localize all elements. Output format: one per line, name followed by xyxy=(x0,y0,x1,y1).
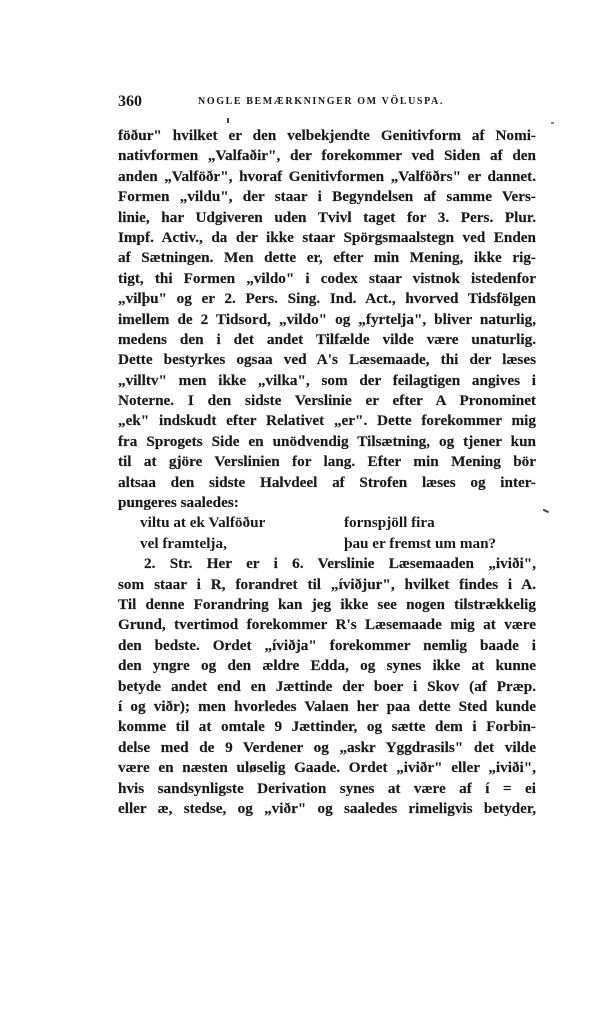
text-line: Noterne. I den sidste Verslinie er efter A Pronominet xyxy=(118,392,536,410)
verse-right: þau er fremst um man? xyxy=(344,534,497,552)
text-line: komme til at omtale 9 Jættinder, og sætte dem i Forbin- xyxy=(118,718,536,736)
text-line: være en næsten uløselig Gaade. Ordet „iviðr" eller „iviði", xyxy=(118,759,536,777)
body-text xyxy=(118,126,536,819)
text-line: tigt, thi Formen „vildo" i codex staar vistnok istedenfor xyxy=(118,269,536,287)
text-line: eller æ, stedse, og „viðr" og saaledes rimeligvis betyder, xyxy=(118,799,536,817)
text-line: af Sætningen. Men dette er, efter min Mening, ikke rig- xyxy=(118,249,536,267)
verse-left: viltu at ek Valföður xyxy=(140,514,266,532)
text-line: Til denne Forandring kan jeg ikke see nogen tilstrækkelig xyxy=(118,595,536,613)
verse-line xyxy=(118,513,536,533)
text-line: fra Sprogets Side en unödvendig Tilsætning, og tjener kun xyxy=(118,432,536,450)
verse-line xyxy=(118,534,536,554)
verse-left: vel framtelja, xyxy=(140,534,227,552)
text-line: 2. Str. Her er i 6. Verslinie Læsemaaden „iviði", xyxy=(144,555,536,573)
text-line: linie, har Udgiveren uden Tvivl taget for 3. Pers. Plur. xyxy=(118,208,536,226)
text-line: í og viðr); men hvorledes Valaen her paa dette Sted kunde xyxy=(118,697,536,715)
running-head: NOGLE BEMÆRKNINGER OM VÖLUSPA. xyxy=(198,96,444,107)
text-line: föður" hvilket er den velbekjendte Genitivform af Nomi- xyxy=(118,127,536,144)
text-line: delse med de 9 Verdener og „askr Yggdrasils" det vilde xyxy=(118,738,536,756)
text-line: Impf. Activ., da der ikke staar Spörgsmaalstegn ved Enden xyxy=(118,228,536,246)
text-line: imellem de 2 Tidsord, „vildo" og „fyrtelja", bliver naturlig, xyxy=(118,310,536,328)
text-line: anden „Valföðr", hvoraf Genitivformen „Valföðrs" er dannet. xyxy=(118,167,536,185)
page-number: 360 xyxy=(118,93,142,110)
text-line: „ek" indskudt efter Relativet „er". Dette forekommer mig xyxy=(118,412,536,430)
text-line: den yngre og den ældre Edda, og synes ikke at kunne xyxy=(118,657,536,675)
margin-mark xyxy=(543,509,549,513)
text-line: Dette bestyrkes ogsaa ved A's Læsemaade, thi der læses xyxy=(118,351,536,369)
page-header xyxy=(118,93,538,113)
text-line: Formen „vildu", der staar i Begyndelsen af samme Vers- xyxy=(118,188,536,206)
text-line: som staar i R, forandret til „íviðjur", hvilket findes i A. xyxy=(118,575,536,593)
text-line: Grund, tvertimod forekommer R's Læsemaade mig at være xyxy=(118,616,536,634)
text-line: „villtv" men ikke „vilka", som der feilagtigen angives i xyxy=(118,371,536,389)
text-line: pungeres saaledes: xyxy=(118,494,239,512)
text-line: medens den i det andet Tilfælde vilde være unaturlig. xyxy=(118,330,536,348)
text-line: altsaa den sidste Halvdeel af Strofen læses og inter- xyxy=(118,473,536,491)
text-line: „vilþu" og er 2. Pers. Sing. Ind. Act., hvorved Tidsfölgen xyxy=(118,290,536,308)
print-speck xyxy=(551,122,554,124)
text-line: til at gjöre Verslinien for lang. Efter min Mening bör xyxy=(118,453,536,471)
verse-right: fornspjöll fira xyxy=(344,514,435,532)
print-mark xyxy=(227,118,229,123)
text-line: nativformen „Valfaðir", der forekommer ved Siden af den xyxy=(118,147,536,165)
text-line: den bedste. Ordet „íviðja" forekommer nemlig baade i xyxy=(118,636,536,654)
text-line: hvis sandsynligste Derivation synes at være af í = ei xyxy=(118,779,536,797)
text-line: betyde andet end en Jættinde der boer i Skov (af Præp. xyxy=(118,677,536,695)
